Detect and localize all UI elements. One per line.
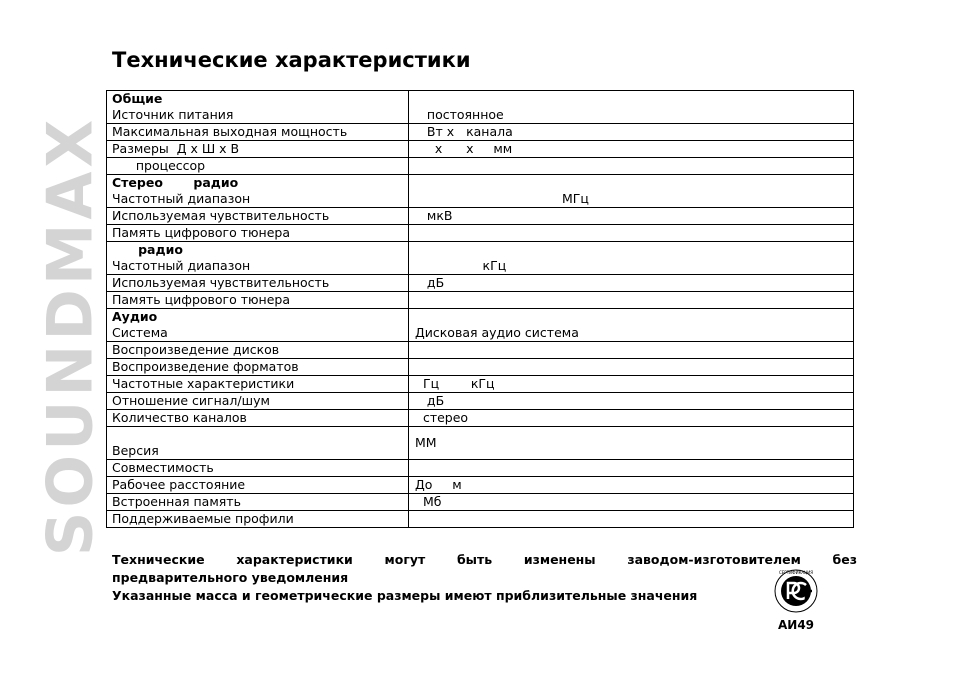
section-heading: Аудио (112, 309, 158, 324)
spec-value: мкВ (409, 208, 854, 225)
spec-label-cell (107, 342, 409, 359)
spec-value: Дисковая аудио система (409, 309, 854, 342)
spec-label-cell (107, 427, 409, 460)
spec-value: кГц (409, 242, 854, 275)
spec-row (107, 141, 854, 158)
spec-row (107, 91, 854, 124)
note-line-3: Указанные масса и геометрические размеры имеют приблизительные значения (112, 588, 698, 603)
spec-value: MM (409, 427, 854, 460)
spec-value: х х мм (409, 141, 854, 158)
svg-text:СЕРТИФИКАЦИЯ: СЕРТИФИКАЦИЯ (778, 570, 814, 575)
spec-label: Отношение сигнал/шум (112, 393, 270, 408)
spec-label: Максимальная выходная мощность (112, 124, 348, 139)
spec-row (107, 477, 854, 494)
spec-label: Воспроизведение форматов (112, 359, 299, 374)
note-line-2: предварительного уведомления (112, 570, 349, 585)
spec-label-cell (107, 410, 409, 427)
spec-label: Встроенная память (112, 494, 241, 509)
spec-value: дБ (409, 393, 854, 410)
spec-table (106, 90, 854, 528)
spec-label: Количество каналов (112, 410, 247, 425)
spec-value: стерео (409, 410, 854, 427)
spec-row (107, 376, 854, 393)
spec-label-cell (107, 494, 409, 511)
spec-label: Память цифрового тюнера (112, 292, 290, 307)
spec-row (107, 158, 854, 175)
spec-value: Мб (409, 494, 854, 511)
spec-value: дБ (409, 275, 854, 292)
spec-label: Частотные характеристики (112, 376, 295, 391)
spec-row (107, 242, 854, 275)
section-heading (112, 427, 403, 443)
spec-row (107, 393, 854, 410)
spec-label: Память цифрового тюнера (112, 225, 290, 240)
spec-label-cell (107, 208, 409, 225)
spec-label: процессор (112, 158, 206, 173)
spec-label-cell (107, 292, 409, 309)
spec-row (107, 225, 854, 242)
spec-value (409, 460, 854, 477)
spec-label-cell (107, 460, 409, 477)
spec-label-cell (107, 359, 409, 376)
spec-value (409, 359, 854, 376)
spec-label: Частотный диапазон (112, 191, 251, 206)
spec-label: Совместимость (112, 460, 214, 475)
spec-value (409, 225, 854, 242)
spec-label: Версия (112, 443, 159, 458)
notes (112, 551, 857, 605)
spec-label: Система (112, 325, 168, 340)
spec-row (107, 410, 854, 427)
spec-label-cell (107, 175, 409, 208)
spec-label: Рабочее расстояние (112, 477, 246, 492)
spec-row (107, 175, 854, 208)
spec-label-cell (107, 477, 409, 494)
page-title: Технические характеристики (112, 48, 471, 72)
spec-label-cell (107, 225, 409, 242)
spec-label-cell (107, 242, 409, 275)
spec-label-cell (107, 275, 409, 292)
spec-row (107, 309, 854, 342)
spec-row (107, 342, 854, 359)
spec-label-cell (107, 376, 409, 393)
section-heading: Стерео радио (112, 175, 239, 190)
spec-label-cell (107, 141, 409, 158)
spec-value: МГц (409, 175, 854, 208)
spec-row (107, 208, 854, 225)
spec-row (107, 511, 854, 528)
spec-value (409, 292, 854, 309)
spec-row (107, 494, 854, 511)
section-heading: радио (112, 242, 183, 257)
spec-label: Воспроизведение дисков (112, 342, 280, 357)
spec-row (107, 359, 854, 376)
spec-value: Вт х канала (409, 124, 854, 141)
spec-label: Размеры Д х Ш х В (112, 141, 240, 156)
spec-label: Частотный диапазон (112, 258, 251, 273)
spec-label-cell (107, 511, 409, 528)
spec-label-cell (107, 124, 409, 141)
spec-value (409, 511, 854, 528)
brand-logo (34, 50, 106, 622)
section-heading: Общие (112, 91, 163, 106)
spec-value (409, 158, 854, 175)
spec-value (409, 342, 854, 359)
spec-row (107, 124, 854, 141)
note-line-1: Технические характеристики могут быть изменены заводом-изготовителем без (112, 552, 857, 567)
brand-text: SOUNDMAX (34, 115, 106, 557)
certification-mark (766, 568, 826, 632)
spec-label: Используемая чувствительность (112, 208, 330, 223)
rst-logo-icon (773, 568, 819, 614)
spec-value: Гц кГц (409, 376, 854, 393)
spec-label: Источник питания (112, 107, 234, 122)
spec-label-cell (107, 309, 409, 342)
spec-row (107, 292, 854, 309)
spec-row (107, 460, 854, 477)
spec-label: Используемая чувствительность (112, 275, 330, 290)
spec-row (107, 427, 854, 460)
spec-label-cell (107, 393, 409, 410)
spec-row (107, 275, 854, 292)
spec-label-cell (107, 158, 409, 175)
spec-label-cell (107, 91, 409, 124)
certification-code: АИ49 (777, 618, 815, 632)
spec-value: постоянное (409, 91, 854, 124)
spec-value: До м (409, 477, 854, 494)
spec-label: Поддерживаемые профили (112, 511, 294, 526)
